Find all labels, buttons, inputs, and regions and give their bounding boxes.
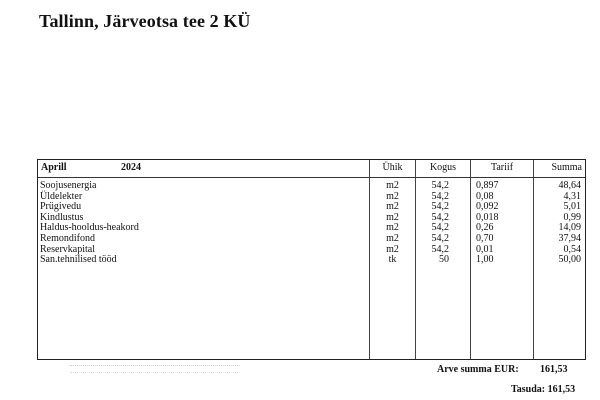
row-unit: m2 xyxy=(386,243,399,255)
row-name: Kindlustus xyxy=(40,211,84,223)
invoice-total-label: Arve summa EUR: xyxy=(437,364,519,375)
table-row xyxy=(38,201,585,212)
row-name: Prügivedu xyxy=(40,201,82,213)
row-name: Remondifond xyxy=(40,232,95,244)
table-row xyxy=(38,254,585,265)
table-row xyxy=(38,180,585,191)
row-quantity: 54,2 xyxy=(431,211,449,223)
table-row xyxy=(38,191,585,202)
header-quantity: Kogus xyxy=(429,162,457,173)
row-tariff: 0,01 xyxy=(476,243,494,255)
row-unit: m2 xyxy=(386,180,399,191)
row-unit: m2 xyxy=(386,190,399,202)
row-tariff: 1,00 xyxy=(476,254,494,266)
row-sum: 0,99 xyxy=(563,211,581,223)
row-unit: m2 xyxy=(386,201,399,213)
faded-print-line xyxy=(70,365,240,373)
row-sum: 0,54 xyxy=(563,243,581,255)
row-tariff: 0,70 xyxy=(476,232,494,244)
table-body xyxy=(38,180,585,265)
row-sum: 50,00 xyxy=(558,254,581,266)
row-sum: 48,64 xyxy=(558,180,581,191)
header-tariff: Tariif xyxy=(490,162,514,173)
header-unit: Ühik xyxy=(382,162,403,173)
row-sum: 4,31 xyxy=(563,190,581,202)
row-quantity: 54,2 xyxy=(431,243,449,255)
row-unit: m2 xyxy=(386,222,399,234)
charges-table xyxy=(37,159,586,360)
row-quantity: 54,2 xyxy=(431,232,449,244)
row-sum: 14,09 xyxy=(558,222,581,234)
row-name: Soojusenergia xyxy=(40,180,97,191)
amount-to-pay: Tasuda: 161,53 xyxy=(511,384,576,395)
table-row xyxy=(38,244,585,255)
invoice-total-value: 161,53 xyxy=(540,364,568,375)
row-quantity: 54,2 xyxy=(431,190,449,202)
row-sum: 5,01 xyxy=(563,201,581,213)
row-quantity: 54,2 xyxy=(431,180,449,191)
row-unit: tk xyxy=(388,254,397,266)
row-tariff: 0,018 xyxy=(476,211,499,223)
row-quantity: 50 xyxy=(439,254,449,266)
row-quantity: 54,2 xyxy=(431,201,449,213)
row-tariff: 0,092 xyxy=(476,201,499,213)
row-unit: m2 xyxy=(386,232,399,244)
row-tariff: 0,897 xyxy=(476,180,499,191)
header-month: Aprill xyxy=(41,162,67,173)
row-name: Haldus-hooldus-heakord xyxy=(40,222,139,234)
header-year: 2024 xyxy=(121,162,141,173)
header-divider xyxy=(38,177,585,178)
table-row xyxy=(38,212,585,223)
table-row xyxy=(38,222,585,233)
document-title: Tallinn, Järveotsa tee 2 KÜ xyxy=(39,11,251,31)
header-sum: Summa xyxy=(551,162,582,173)
table-row xyxy=(38,233,585,244)
row-sum: 37,94 xyxy=(558,232,581,244)
row-unit: m2 xyxy=(386,211,399,223)
row-tariff: 0,08 xyxy=(476,190,494,202)
row-name: San.tehnilised tööd xyxy=(40,254,117,266)
row-name: Reservkapital xyxy=(40,243,95,255)
row-name: Üldelekter xyxy=(40,190,83,202)
row-quantity: 54,2 xyxy=(431,222,449,234)
row-tariff: 0,26 xyxy=(476,222,494,234)
